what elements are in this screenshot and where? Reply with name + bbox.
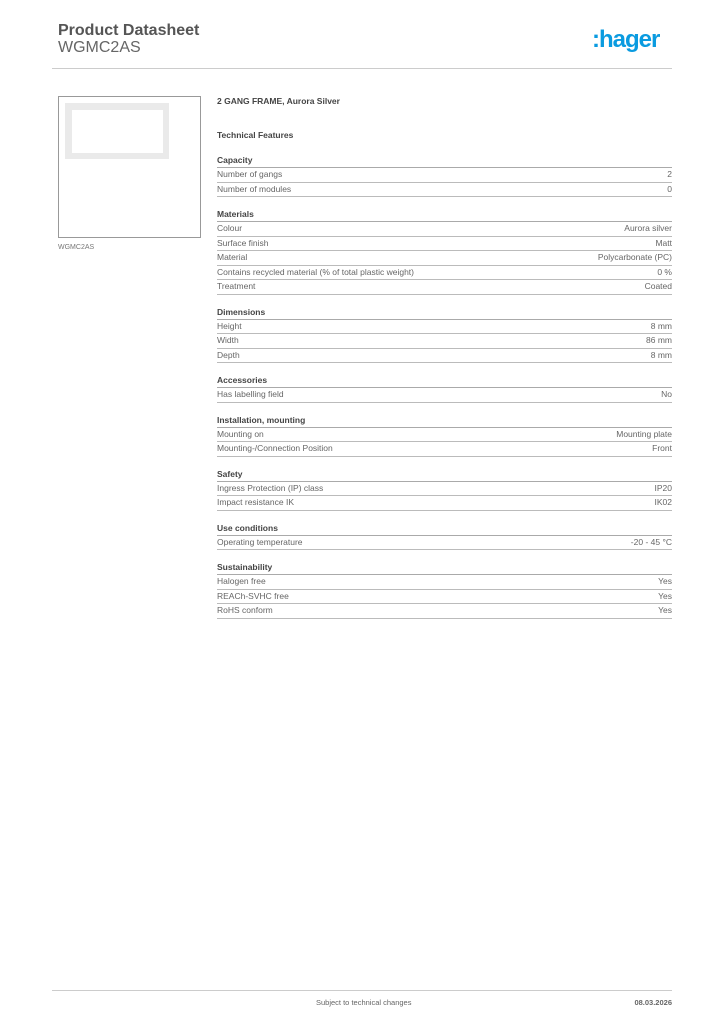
- spec-value: Matt: [655, 237, 672, 248]
- frame-picture: [65, 103, 169, 159]
- spec-value: 2: [667, 169, 672, 179]
- spec-row: [217, 320, 672, 335]
- spec-row: [217, 349, 672, 364]
- spec-value: IP20: [654, 482, 672, 493]
- spec-value: Yes: [658, 576, 672, 586]
- spec-label: Halogen free: [217, 576, 266, 586]
- product-title: 2 GANG FRAME, Aurora Silver: [217, 96, 340, 106]
- spec-row: [217, 388, 672, 403]
- spec-value: 86 mm: [646, 335, 672, 345]
- spec-section: [217, 522, 672, 551]
- product-image: [58, 96, 201, 238]
- image-caption: WGMC2AS: [58, 244, 95, 251]
- section-heading: Accessories: [217, 374, 672, 388]
- section-heading: Safety: [217, 468, 672, 482]
- section-heading: Materials: [217, 208, 672, 222]
- spec-label: Number of modules: [217, 183, 292, 194]
- spec-row: [217, 482, 672, 497]
- spec-value: Front: [652, 443, 672, 453]
- spec-section: [217, 374, 672, 403]
- spec-label: Mounting on: [217, 428, 264, 439]
- spec-value: No: [661, 389, 672, 399]
- spec-value: Mounting plate: [616, 428, 672, 439]
- header-divider: [52, 68, 672, 69]
- spec-row: [217, 334, 672, 349]
- spec-row: [217, 575, 672, 590]
- spec-label: Mounting-/Connection Position: [217, 443, 333, 453]
- product-code: WGMC2AS: [58, 39, 141, 56]
- spec-row: [217, 222, 672, 237]
- spec-value: Aurora silver: [624, 223, 672, 233]
- spec-row: [217, 280, 672, 295]
- spec-label: Operating temperature: [217, 536, 303, 547]
- spec-section: [217, 561, 672, 619]
- spec-label: Contains recycled material (% of total plastic weight): [217, 266, 414, 277]
- spec-label: Number of gangs: [217, 169, 283, 179]
- spec-row: [217, 496, 672, 511]
- section-heading: Capacity: [217, 154, 672, 168]
- spec-value: Polycarbonate (PC): [597, 252, 672, 262]
- hager-logo: :hager: [592, 26, 660, 53]
- section-heading: Installation, mounting: [217, 414, 672, 428]
- spec-row: [217, 428, 672, 443]
- spec-section: [217, 414, 672, 457]
- spec-label: Height: [217, 320, 242, 331]
- spec-value: Yes: [658, 605, 672, 615]
- spec-label: Material: [217, 252, 248, 262]
- spec-row: [217, 590, 672, 605]
- spec-section: [217, 306, 672, 364]
- spec-value: 8 mm: [650, 320, 672, 331]
- spec-row: [217, 183, 672, 198]
- spec-row: [217, 168, 672, 183]
- footer-divider: [52, 990, 672, 991]
- spec-label: Has labelling field: [217, 389, 284, 399]
- spec-row: [217, 442, 672, 457]
- spec-value: Yes: [658, 590, 672, 601]
- spec-label: REACh-SVHC free: [217, 590, 289, 601]
- spec-label: Ingress Protection (IP) class: [217, 482, 324, 493]
- spec-label: Colour: [217, 223, 243, 233]
- spec-label: RoHS conform: [217, 605, 273, 615]
- spec-label: Impact resistance IK: [217, 497, 295, 507]
- footer-note: Subject to technical changes: [316, 998, 412, 1007]
- footer-date: 08.03.2026: [634, 998, 672, 1007]
- spec-value: 8 mm: [650, 349, 672, 360]
- spec-value: Coated: [644, 281, 672, 291]
- spec-value: 0: [667, 183, 672, 194]
- spec-label: Treatment: [217, 281, 256, 291]
- spec-row: [217, 604, 672, 619]
- spec-label: Width: [217, 335, 239, 345]
- spec-section: [217, 208, 672, 295]
- spec-value: 0 %: [657, 266, 672, 277]
- spec-label: Surface finish: [217, 237, 269, 248]
- page-title: Product Datasheet: [58, 22, 200, 39]
- spec-row: [217, 237, 672, 252]
- spec-row: [217, 251, 672, 266]
- spec-row: [217, 536, 672, 551]
- spec-label: Depth: [217, 349, 240, 360]
- section-heading: Use conditions: [217, 522, 672, 536]
- spec-row: [217, 266, 672, 281]
- technical-features-heading: Technical Features: [217, 130, 294, 140]
- section-heading: Sustainability: [217, 561, 672, 575]
- spec-value: IK02: [654, 497, 672, 507]
- spec-section: [217, 468, 672, 511]
- specs: [217, 95, 672, 619]
- spec-section: [217, 154, 672, 197]
- section-heading: Dimensions: [217, 306, 672, 320]
- spec-value: -20 - 45 °C: [630, 536, 672, 547]
